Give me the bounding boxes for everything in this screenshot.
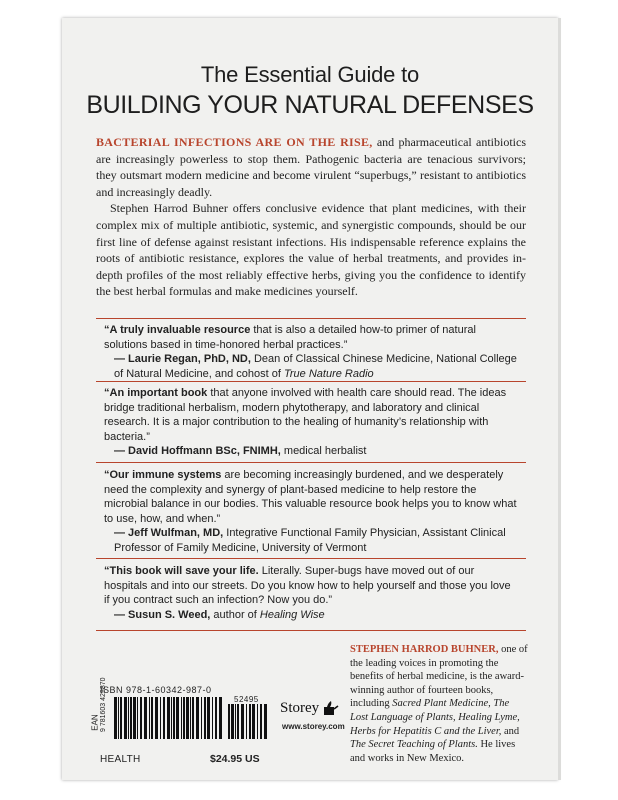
- barcode-bar: [114, 697, 117, 739]
- headline-line-2: BUILDING YOUR NATURAL DEFENSES: [86, 91, 534, 119]
- quote-author: — Susun S. Weed,: [114, 608, 211, 621]
- barcode: [114, 697, 222, 739]
- author-books: Sacred Plant Medicine, The Lost Language of Plants, Healing Lyme, Herbs for Hepatitis C and the Liver,: [350, 698, 520, 737]
- barcode-bar: [155, 697, 158, 739]
- quote-lead: “An important book: [104, 387, 208, 399]
- barcode-bar: [160, 697, 161, 739]
- divider-3: [96, 462, 526, 463]
- quote-author-detail: author of: [210, 608, 260, 621]
- barcode-bar: [140, 697, 142, 739]
- description-paragraph-1: [96, 134, 526, 200]
- barcode-bar: [201, 697, 202, 739]
- barcode-bar: [235, 704, 236, 739]
- quote-body: that is also a detailed how-to primer of natural solutions based in time-honored herbal practices.”: [104, 324, 476, 351]
- book-back-cover: [62, 18, 558, 780]
- book-description: [96, 134, 526, 300]
- author-name: STEPHEN HARROD BUHNER,: [350, 644, 499, 655]
- quote-attribution: [104, 444, 518, 459]
- barcode-bar: [237, 704, 239, 739]
- quote-attribution: [104, 608, 518, 623]
- divider-1: [96, 318, 526, 319]
- divider-4: [96, 558, 526, 559]
- quote-author-detail: Integrative Functional Family Physician, Assistant Clinical Professor of Family Medicine, University of Vermont: [114, 527, 506, 554]
- barcode-bar: [176, 697, 179, 739]
- barcode-bar: [171, 697, 172, 739]
- publisher-name: Storey: [280, 699, 320, 716]
- author-bio: [350, 643, 528, 765]
- headline-line-1: The Essential Guide to: [200, 62, 420, 87]
- price-barcode: [228, 704, 268, 739]
- barcode-bar: [124, 697, 127, 739]
- barcode-bar: [228, 704, 230, 739]
- barcode-bar: [260, 704, 262, 739]
- barcode-bar: [231, 704, 234, 739]
- divider-5: [96, 630, 526, 631]
- quote-lead: “A truly invaluable resource: [104, 324, 251, 336]
- barcode-number: 9 781603 429870: [100, 677, 107, 732]
- quote-text: [104, 323, 518, 352]
- barcode-bar: [204, 697, 206, 739]
- description-p1-text: and pharmaceutical antibiotics are increasingly powerless to stop them. Pathogenic bacteria are tenacious survivors; they outsmart modern medicine and become virulent “superbugs,” resistant to antibiotics and increasingly deadly.: [96, 135, 526, 199]
- endorsement-quote-1: [104, 323, 518, 381]
- barcode-bar: [207, 697, 210, 739]
- quote-attribution: [104, 352, 518, 381]
- barcode-bar: [173, 697, 175, 739]
- barcode-bar: [181, 697, 182, 739]
- barcode-bar: [163, 697, 165, 739]
- price-label: $24.95 US: [210, 753, 260, 765]
- endorsement-quote-2: [104, 386, 518, 459]
- quote-author: — Laurie Regan, PhD, ND,: [114, 353, 251, 365]
- barcode-bar: [120, 697, 122, 739]
- barcode-bar: [196, 697, 199, 739]
- quote-author-detail: medical herbalist: [280, 445, 367, 457]
- barcode-bar: [186, 697, 189, 739]
- barcode-bar: [241, 704, 244, 739]
- ean-label: EAN: [90, 714, 100, 731]
- barcode-bar: [264, 704, 267, 739]
- barcode-bar: [144, 697, 147, 739]
- description-lead: BACTERIAL INFECTIONS ARE ON THE RISE,: [96, 135, 373, 149]
- quote-attribution: [104, 526, 518, 555]
- quote-text: [104, 564, 518, 608]
- endorsement-quote-3: [104, 468, 518, 555]
- publisher-logo: [280, 698, 339, 718]
- barcode-bar: [130, 697, 132, 739]
- publisher-website: www.storey.com: [282, 722, 345, 731]
- cover-edge: [558, 18, 561, 780]
- barcode-bar: [252, 704, 255, 739]
- barcode-bar: [219, 697, 222, 739]
- barcode-bar: [118, 697, 119, 739]
- barcode-bar: [212, 697, 213, 739]
- quote-body: are becoming increasingly burdened, and we desperately need the complexity and synergy of plant-based medicine to help restore the microbial balance in our bodies. This valuable resource book helps you to know what to use, how, and when.”: [104, 469, 517, 525]
- barcode-bar: [133, 697, 136, 739]
- divider-2: [96, 381, 526, 382]
- isbn-label: ISBN 978-1-60342-987-0: [100, 685, 212, 695]
- author-bio-text-1: one of the leading voices in promoting the benefits of herbal medicine, is the award-winning author of fourteen books, including: [350, 644, 528, 710]
- quote-author: — Jeff Wulfman, MD,: [114, 527, 224, 539]
- barcode-bar: [246, 704, 247, 739]
- quote-author-work: Healing Wise: [259, 608, 325, 621]
- quote-author: — David Hoffmann BSc, FNIMH,: [114, 445, 281, 457]
- barcode-bar: [257, 704, 258, 739]
- price-code: 52495: [234, 695, 259, 704]
- author-bio-text-2: and: [501, 725, 520, 737]
- quote-lead: “This book will save your life.: [104, 565, 259, 577]
- endorsement-quote-4: [104, 564, 518, 622]
- barcode-bar: [128, 697, 129, 739]
- author-book-last: The Secret Teaching of Plants.: [350, 739, 478, 751]
- quote-author-detail: Dean of Classical Chinese Medicine, National College of Natural Medicine, and cohost of: [114, 353, 517, 380]
- barcode-bar: [249, 704, 251, 739]
- barcode-bar: [192, 697, 194, 739]
- quote-author-work: True Nature Radio: [283, 367, 374, 380]
- barcode-bar: [151, 697, 153, 739]
- barcode-bar: [183, 697, 185, 739]
- quote-lead: “Our immune systems: [104, 469, 222, 481]
- category-label: HEALTH: [100, 754, 141, 765]
- barcode-bar: [167, 697, 170, 739]
- author-bio-text-3: He lives and works in New Mexico.: [350, 739, 516, 764]
- quote-body: that anyone involved with health care should read. The ideas bridge traditional herbalism, modern phytotherapy, and laboratory and clinical research. It is a major contribution to the healing of humanity’s relationship with bacteria.”: [104, 387, 507, 443]
- quote-text: [104, 386, 518, 444]
- barcode-bar: [215, 697, 217, 739]
- quote-body: Literally. Super-bugs have moved out of our hospitals and into our streets. Do you know how to help yourself and those you love if you contract such an infection? Now you do.”: [104, 565, 511, 606]
- watering-can-icon: [321, 698, 339, 718]
- barcode-bar: [190, 697, 191, 739]
- barcode-bar: [149, 697, 150, 739]
- description-paragraph-2: Stephen Harrod Buhner offers conclusive evidence that plant medicines, with their complex mix of multiple antibiotic, systemic, and synergistic compounds, should be our first line of defense against resistant infections. His indispensable reference explains the roots of antibiotic resistance, explores the value of herbal treatments, and provides in-depth profiles of the most reliably effective herbs, giving you the confidence to identify the best herbal formulas and make medicines yourself.: [96, 201, 526, 299]
- quote-text: [104, 468, 518, 526]
- barcode-bar: [137, 697, 138, 739]
